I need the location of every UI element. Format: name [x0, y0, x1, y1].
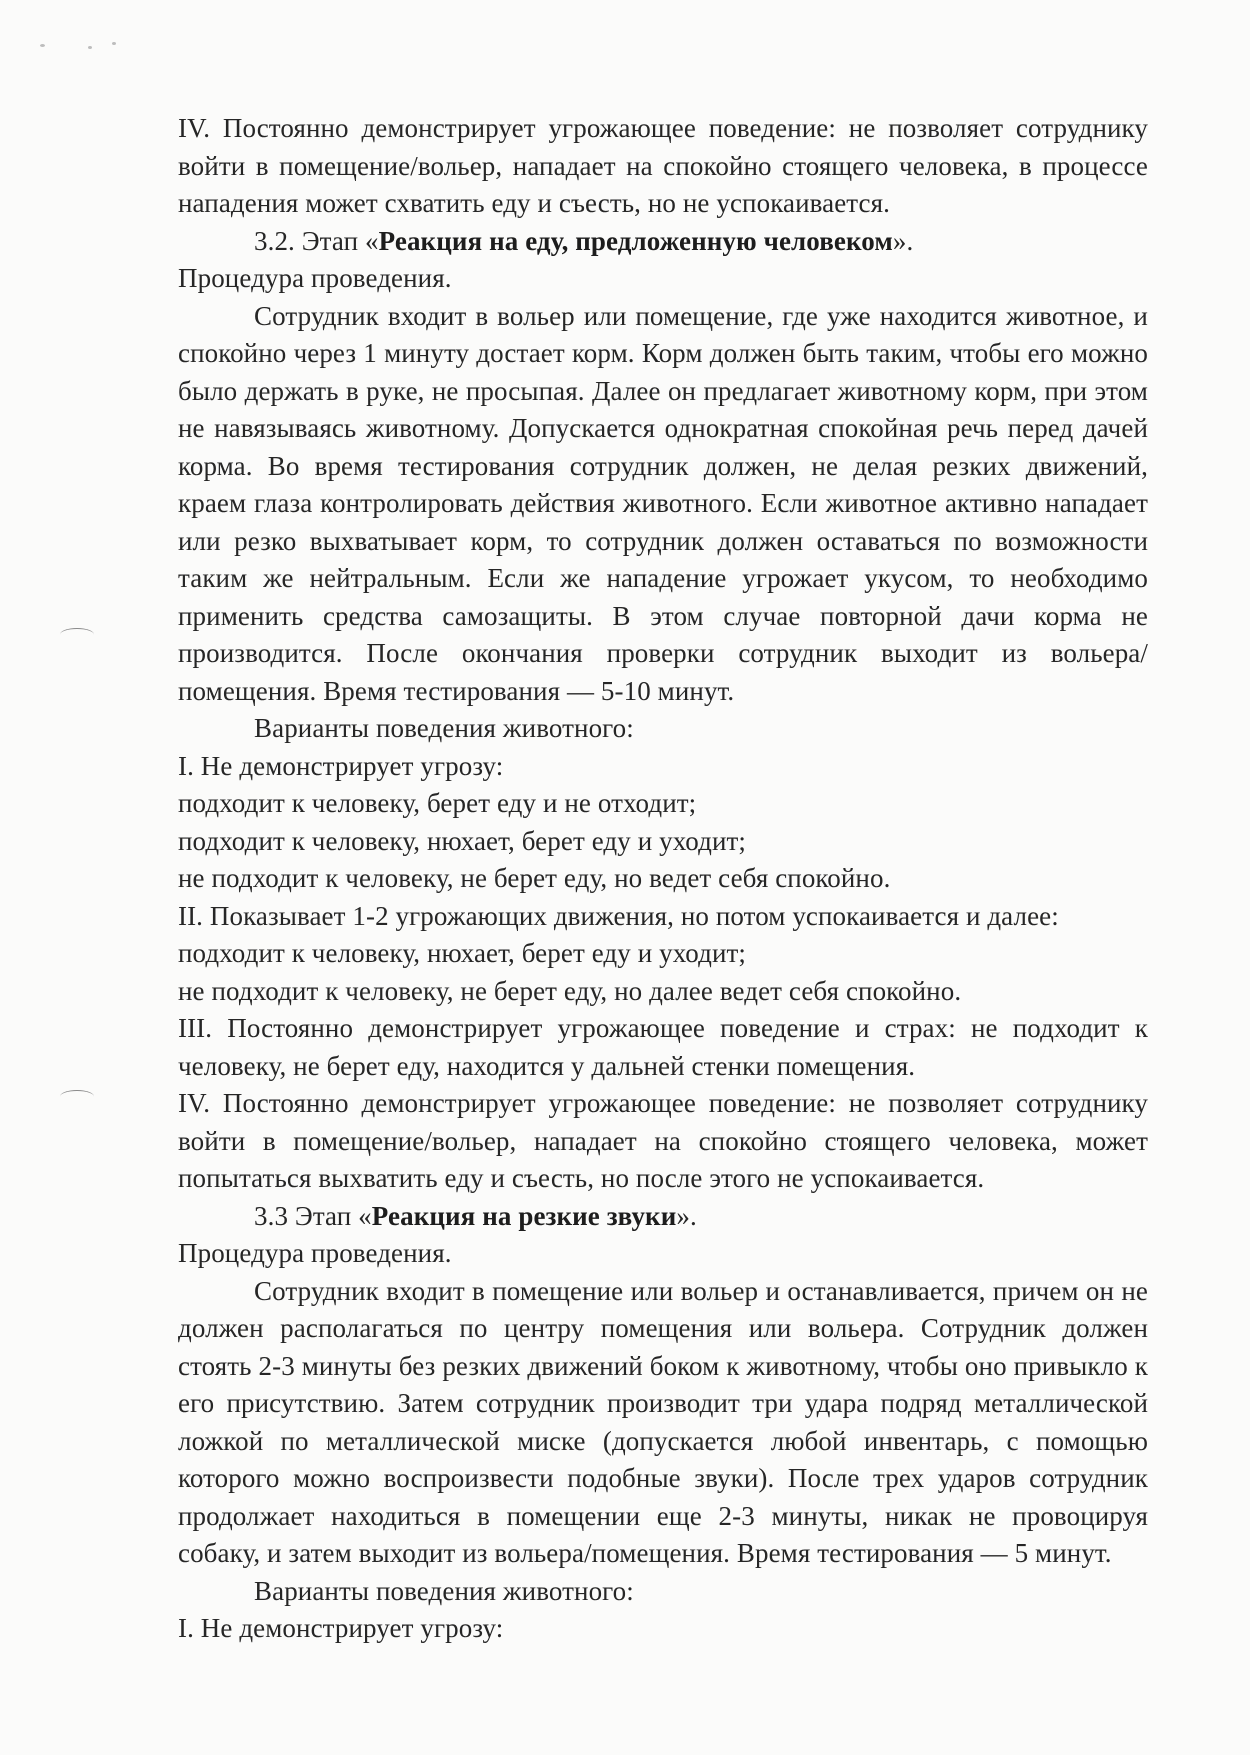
text-line: оно привыкло к его присутствию. Затем сотрудник производит три удара	[178, 1350, 1148, 1418]
text-line: предлагает животному корм, при этом не навязываясь животному.	[178, 375, 1148, 443]
text-line: успокаивается.	[716, 188, 890, 218]
heading-prefix: 3.2. Этап «	[254, 225, 379, 256]
text-line: III. Постоянно демонстрирует угрожающее поведение и страх: не подходит к	[178, 1013, 1148, 1043]
scan-mark	[60, 1090, 94, 1103]
text-line: он не должен располагаться по центру помещения или вольера. Сотрудник	[178, 1275, 1148, 1343]
variants-label: Варианты поведения животного:	[254, 713, 634, 743]
scan-speck	[112, 42, 116, 45]
level-iv-paragraph	[178, 1085, 1148, 1198]
scan-speck	[40, 44, 45, 47]
text-line: IV. Постоянно демонстрирует угрожающее поведение: не позволяет	[178, 1088, 1004, 1118]
text-line: Допускается однократная спокойная речь перед дачей корма. Во время	[178, 413, 1148, 481]
text-line: вольера/помещения. Время тестирования — 5-10 минут.	[178, 638, 1148, 706]
heading-suffix: ».	[676, 1200, 697, 1231]
stage-3-2-title: Реакция на еду, предложенную человеком	[378, 225, 893, 256]
level-ii-heading: II. Показывает 1-2 угрожающих движения, но потом успокаивается и далее:	[178, 900, 1059, 931]
procedure-label: Процедура проведения.	[178, 263, 452, 293]
heading-suffix: ».	[892, 225, 914, 256]
text-line: таким же нейтральным. Если же нападение угрожает укусом, то необходимо	[178, 563, 1148, 593]
level-i-heading: I. Не демонстрирует угрозу:	[178, 1613, 504, 1643]
text-line: применить средства самозащиты. В этом случае повторной дачи корма не	[178, 600, 1148, 631]
text-line: человека, в процессе нападения может схватить еду и съесть, но не	[178, 150, 1149, 218]
text-line: успокаивается.	[810, 1163, 985, 1193]
text-line: тестирования сотрудник должен, не делая резких движений, краем глаза	[178, 450, 1148, 518]
text-line: человеку, не берет еду, находится у дальней стенки помещения.	[178, 1050, 916, 1081]
list-item: подходит к человеку, нюхает, берет еду и уходит;	[178, 825, 746, 856]
list-item: подходит к человеку, берет еду и не отходит;	[178, 788, 697, 818]
text-line: вольера/помещения. Время тестирования — 5 минут.	[494, 1538, 1112, 1568]
list-item: не подходит к человеку, не берет еду, но далее ведет себя спокойно.	[178, 975, 962, 1006]
text-line: После трех ударов сотрудник продолжает находиться в помещении еще 2-3	[178, 1463, 1148, 1531]
text-line: таким, чтобы его можно было держать в руке, не просыпая. Далее он	[178, 338, 1148, 406]
text-line: должен стоять 2-3 минуты без резких движений боком к животному, чтобы	[178, 1313, 1148, 1381]
stage-3-2-heading	[178, 223, 1148, 261]
text-line: сотруднику войти в помещение/вольер, нападает на спокойно стоящего	[178, 113, 1148, 181]
text-line: животное, и спокойно через 1 минуту достает корм. Корм должен быть	[178, 300, 1148, 368]
variants-label: Варианты поведения животного:	[254, 1575, 634, 1606]
text-line: IV. Постоянно демонстрирует угрожающее поведение: не позволяет	[178, 113, 1004, 143]
level-i-heading: I. Не демонстрирует угрозу:	[178, 750, 504, 781]
text-line: сотруднику войти в помещение/вольер, нападает на спокойно стоящего	[178, 1088, 1148, 1156]
text-line: минуты, никак не провоцируя собаку, и затем выходит из	[178, 1500, 1148, 1568]
text-line: производится. После окончания проверки сотрудник выходит из	[178, 638, 1027, 668]
text-line: Сотрудник входит в помещение или вольер и останавливается, причем	[254, 1275, 1079, 1306]
list-item: не подходит к человеку, не берет еду, но ведет себя спокойно.	[178, 863, 891, 893]
level-iv-paragraph	[178, 110, 1148, 223]
text-line: Сотрудник входит в вольер или помещение, где уже находится	[254, 300, 997, 331]
level-iii-paragraph	[178, 1010, 1148, 1085]
scan-speck	[88, 46, 92, 49]
stage-3-3-title: Реакция на резкие звуки	[371, 1200, 677, 1231]
text-line: инвентарь, с помощью которого можно воспроизвести подобные звуки).	[178, 1425, 1148, 1493]
text-line: контролировать действия животного. Если животное активно нападает или	[178, 488, 1148, 556]
list-item: подходит к человеку, нюхает, берет еду и уходит;	[178, 938, 746, 968]
heading-prefix: 3.3 Этап «	[254, 1200, 372, 1231]
procedure-label: Процедура проведения.	[178, 1238, 452, 1268]
stage-3-3-heading	[178, 1198, 1148, 1236]
stage-3-3-procedure	[178, 1273, 1148, 1573]
document-body	[178, 110, 1148, 1648]
scan-mark	[60, 628, 94, 641]
text-line: человека, может попытаться выхватить еду и съесть, но после этого не	[178, 1125, 1148, 1193]
text-line: резко выхватывает корм, то сотрудник должен оставаться по возможности	[234, 525, 1148, 556]
stage-3-2-procedure	[178, 298, 1148, 711]
text-line: подряд металлической ложкой по металлической миске (допускается любой	[178, 1388, 1149, 1456]
